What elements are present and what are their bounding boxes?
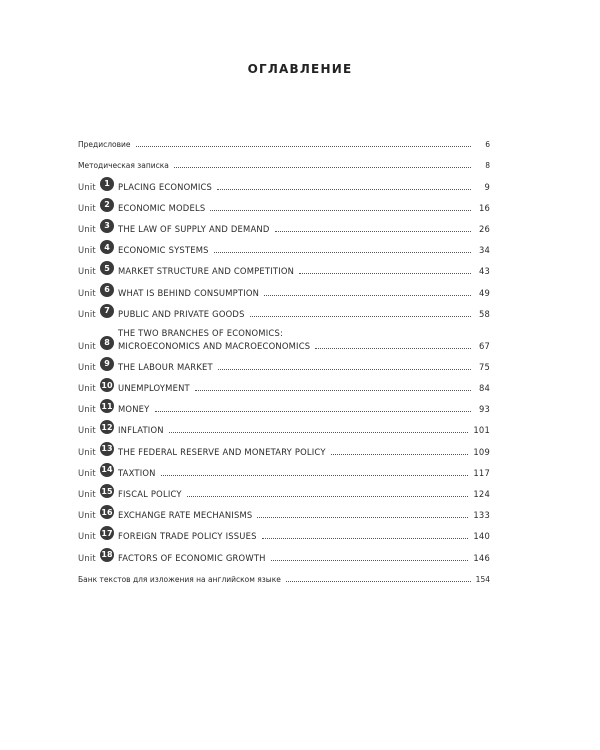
toc-page-number: 146 — [473, 552, 490, 563]
toc-entry-title: INFLATION — [118, 425, 164, 436]
unit-label: Unit — [78, 489, 96, 499]
toc-entry[interactable] — [78, 372, 490, 393]
toc-entry[interactable] — [78, 478, 490, 499]
dot-leader — [174, 167, 471, 168]
unit-label: Unit — [78, 552, 96, 563]
toc-page-number: 133 — [473, 510, 490, 521]
toc-entry-title: Методическая записка — [78, 161, 169, 171]
unit-label: Unit — [78, 266, 96, 277]
toc-entry[interactable] — [78, 149, 490, 170]
toc-entry[interactable] — [78, 298, 490, 319]
toc-page-number: 154 — [475, 574, 490, 584]
unit-label: Unit — [78, 531, 96, 542]
unit-number-badge: 17 — [100, 526, 114, 540]
toc-page-number: 67 — [478, 340, 490, 351]
dot-leader — [217, 189, 471, 190]
toc-entry[interactable] — [78, 435, 490, 456]
unit-number-badge: 14 — [100, 463, 114, 477]
toc-entry[interactable] — [78, 255, 490, 276]
toc-page-number: 75 — [478, 361, 490, 372]
toc-page-number: 49 — [478, 287, 490, 298]
table-of-contents — [78, 128, 490, 584]
toc-entry[interactable] — [78, 563, 490, 584]
toc-entry-title: ECONOMIC MODELS — [118, 202, 206, 213]
unit-label: Unit — [78, 467, 96, 478]
toc-page-number: 84 — [478, 383, 490, 394]
unit-number-badge: 13 — [100, 442, 114, 456]
unit-label: Unit — [78, 287, 96, 298]
toc-page-number: 101 — [473, 425, 490, 436]
unit-label: Unit — [78, 245, 96, 256]
toc-entry[interactable] — [78, 170, 490, 191]
toc-page-number: 6 — [485, 140, 490, 150]
unit-number-badge: 12 — [100, 420, 114, 434]
toc-entry[interactable] — [78, 351, 490, 372]
toc-entry-title: FOREIGN TRADE POLICY ISSUES — [118, 531, 257, 542]
toc-entry-title: TAXTION — [118, 467, 156, 478]
toc-heading: ОГЛАВЛЕНИЕ — [247, 62, 353, 76]
dot-leader — [210, 210, 471, 211]
toc-entry-title: Предисловие — [78, 140, 131, 150]
dot-leader — [218, 369, 471, 370]
toc-page-number: 26 — [478, 223, 490, 234]
toc-entry-title: PLACING ECONOMICS — [118, 181, 213, 192]
unit-number-badge: 9 — [100, 357, 114, 371]
unit-number-badge: 2 — [100, 198, 114, 212]
unit-number-badge: 18 — [100, 548, 114, 562]
toc-entry-title-line1: THE TWO BRANCHES OF ECONOMICS: — [118, 327, 283, 338]
unit-label: Unit — [78, 510, 96, 521]
unit-label: Unit — [78, 361, 96, 372]
toc-entry-title-line2: MICROECONOMICS AND MACROECONOMICS — [118, 340, 311, 351]
unit-number-badge: 10 — [100, 378, 114, 392]
toc-entry[interactable] — [78, 319, 490, 351]
toc-entry-title: FACTORS OF ECONOMIC GROWTH — [118, 552, 266, 563]
toc-entry-title: PUBLIC AND PRIVATE GOODS — [118, 308, 245, 319]
unit-label: Unit — [78, 404, 96, 415]
toc-entry-title: MARKET STRUCTURE AND COMPETITION — [118, 266, 295, 277]
toc-entry[interactable] — [78, 192, 490, 213]
dot-leader — [169, 432, 469, 433]
unit-number-badge: 4 — [100, 240, 114, 254]
toc-entry-title: Банк текстов для изложения на английском языке — [78, 574, 281, 584]
toc-entry-title: WHAT IS BEHIND CONSUMPTION — [118, 287, 260, 298]
dot-leader — [286, 581, 471, 582]
toc-page-number: 16 — [478, 202, 490, 213]
dot-leader — [250, 316, 471, 317]
toc-entry-title: FISCAL POLICY — [118, 489, 182, 499]
toc-entry-title — [118, 326, 310, 351]
toc-entry-title: THE LABOUR MARKET — [118, 361, 213, 372]
toc-page-number: 124 — [473, 489, 490, 499]
dot-leader — [275, 231, 471, 232]
toc-entry[interactable] — [78, 234, 490, 255]
toc-entry[interactable] — [78, 393, 490, 414]
dot-leader — [315, 348, 471, 349]
dot-leader — [195, 390, 471, 391]
toc-entry-title: UNEMPLOYMENT — [118, 383, 190, 394]
dot-leader — [187, 496, 469, 497]
toc-page-number: 117 — [473, 467, 490, 478]
toc-entry-title: EXCHANGE RATE MECHANISMS — [118, 510, 253, 521]
toc-entry[interactable] — [78, 213, 490, 234]
unit-number-badge: 7 — [100, 304, 114, 318]
toc-page-number: 140 — [473, 531, 490, 542]
toc-entry[interactable] — [78, 541, 490, 562]
unit-label: Unit — [78, 308, 96, 319]
unit-number-badge: 1 — [100, 177, 114, 191]
dot-leader — [161, 475, 469, 476]
unit-label: Unit — [78, 223, 96, 234]
toc-entry[interactable] — [78, 414, 490, 435]
unit-label: Unit — [78, 202, 96, 213]
toc-entry-title: ECONOMIC SYSTEMS — [118, 245, 209, 256]
unit-number-badge: 5 — [100, 261, 114, 275]
dot-leader — [299, 273, 471, 274]
toc-entry[interactable] — [78, 128, 490, 149]
toc-page-number: 34 — [478, 245, 490, 256]
unit-number-badge: 16 — [100, 505, 114, 519]
dot-leader — [271, 560, 469, 561]
unit-number-badge: 6 — [100, 283, 114, 297]
dot-leader — [136, 146, 472, 147]
unit-label: Unit — [78, 425, 96, 436]
unit-label: Unit — [78, 340, 96, 351]
toc-page-number: 43 — [478, 266, 490, 277]
unit-number-badge: 11 — [100, 399, 114, 413]
toc-page-number: 93 — [478, 404, 490, 415]
dot-leader — [214, 252, 471, 253]
toc-entry-title: THE FEDERAL RESERVE AND MONETARY POLICY — [118, 446, 326, 457]
toc-page-number: 58 — [478, 308, 490, 319]
toc-entry[interactable] — [78, 520, 490, 541]
toc-page-number: 9 — [484, 181, 490, 192]
unit-number-badge: 3 — [100, 219, 114, 233]
toc-entry-title: THE LAW OF SUPPLY AND DEMAND — [118, 223, 270, 234]
unit-number-badge: 8 — [100, 336, 114, 350]
dot-leader — [331, 454, 469, 455]
dot-leader — [262, 538, 469, 539]
toc-page-number: 109 — [473, 446, 490, 457]
dot-leader — [257, 517, 468, 518]
unit-label: Unit — [78, 181, 96, 192]
unit-label: Unit — [78, 446, 96, 457]
toc-entry-title: MONEY — [118, 404, 150, 415]
dot-leader — [155, 411, 472, 412]
dot-leader — [264, 295, 471, 296]
toc-entry[interactable] — [78, 499, 490, 520]
toc-entry[interactable] — [78, 276, 490, 297]
toc-page-number: 8 — [485, 161, 490, 171]
toc-entry[interactable] — [78, 457, 490, 478]
unit-number-badge: 15 — [100, 484, 114, 498]
unit-label: Unit — [78, 383, 96, 394]
